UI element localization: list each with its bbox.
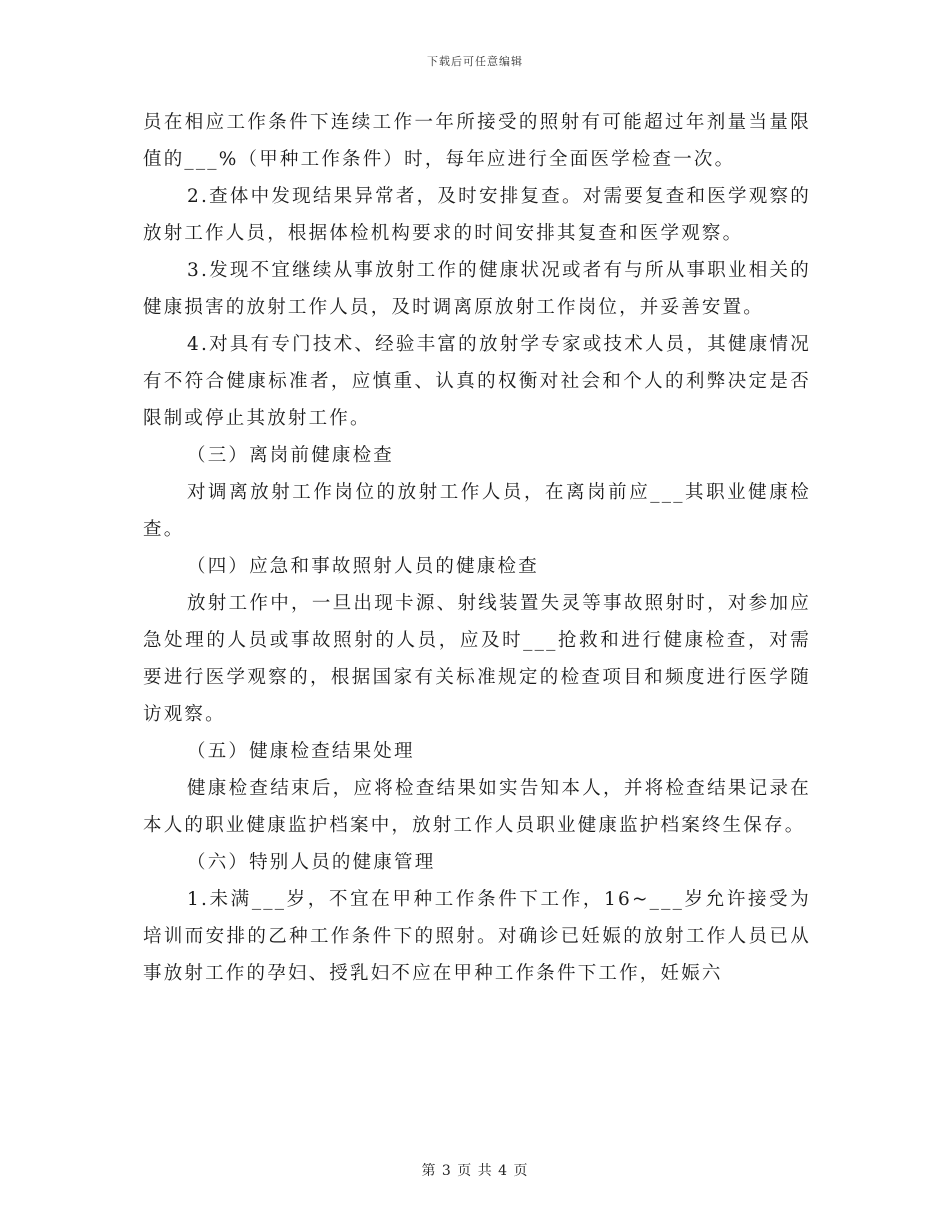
section-heading-5: （五）健康检查结果处理 bbox=[187, 741, 415, 762]
section-heading-3: （三）离岗前健康检查 bbox=[187, 445, 395, 466]
paragraph-special-item-1: 1.未满___岁，不宜在甲种工作条件下工作，16~___岁允许接受为培训而安排的乙种工作条件下的照射。对确诊已妊娠的放射工作人员已从事放射工作的孕妇、授乳妇不应在甲种工作条件下工作，妊娠六 bbox=[143, 889, 811, 984]
page-header: 下载后可任意编辑 bbox=[427, 55, 523, 68]
paragraph-emergency: 放射工作中，一旦出现卡源、射线装置失灵等事故照射时，对参加应急处理的人员或事故照射的人员，应及时___抢救和进行健康检查，对需要进行医学观察的，根据国家有关标准规定的检查项目和频度进行医学随访观察。 bbox=[143, 593, 811, 725]
paragraph-item-3: 3.发现不宜继续从事放射工作的健康状况或者有与所从事职业相关的健康损害的放射工作人员，及时调离原放射工作岗位，并妥善安置。 bbox=[143, 260, 811, 318]
section-heading-4: （四）应急和事故照射人员的健康检查 bbox=[187, 556, 539, 577]
paragraph-pre-departure: 对调离放射工作岗位的放射工作人员，在离岗前应___其职业健康检查。 bbox=[143, 482, 811, 540]
section-heading-6: （六）特别人员的健康管理 bbox=[187, 852, 436, 873]
paragraph-item-4: 4.对具有专门技术、经验丰富的放射学专家或技术人员，其健康情况有不符合健康标准者，应慎重、认真的权衡对社会和个人的利弊决定是否限制或停止其放射工作。 bbox=[143, 334, 811, 429]
paragraph-continuation: 员在相应工作条件下连续工作一年所接受的照射有可能超过年剂量当量限值的___%（甲种工作条件）时，每年应进行全面医学检查一次。 bbox=[143, 112, 811, 170]
paragraph-item-2: 2.查体中发现结果异常者，及时安排复查。对需要复查和医学观察的放射工作人员，根据体检机构要求的时间安排其复查和医学观察。 bbox=[143, 186, 811, 244]
page-number: 第 3 页 共 4 页 bbox=[421, 1163, 529, 1179]
document-body bbox=[143, 104, 811, 992]
paragraph-results: 健康检查结束后，应将检查结果如实告知本人，并将检查结果记录在本人的职业健康监护档案中，放射工作人员职业健康监护档案终生保存。 bbox=[143, 778, 811, 836]
